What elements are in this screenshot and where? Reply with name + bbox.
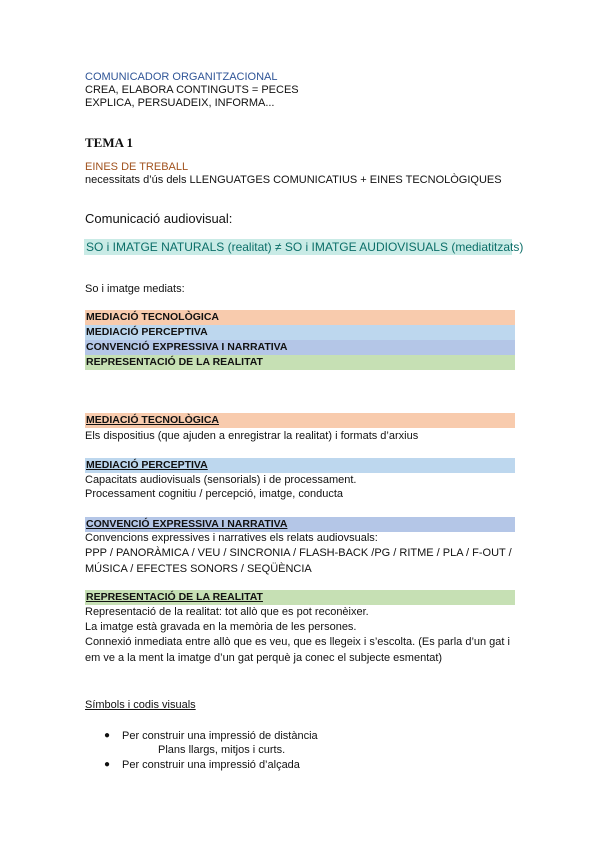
representacio-line-2: La imatge està gravada en la memòria de les persones. <box>85 621 357 633</box>
section-title-perceptiva: MEDIACIÓ PERCEPTIVA <box>86 459 208 471</box>
tecnologica-line-1: Els dispositius (que ajuden a enregistrar la realitat) i formats d’arxius <box>85 430 419 442</box>
bullet-icon: ● <box>104 759 111 770</box>
simbols-title: Símbols i codis visuals <box>85 699 196 711</box>
eines-title: EINES DE TREBALL <box>85 161 189 173</box>
audiovisual-title: Comunicació audiovisual: <box>85 211 233 226</box>
simbols-sub-1: Plans llargs, mitjos i curts. <box>158 744 286 756</box>
convencio-line-3: MÚSICA / EFECTES SONORS / SEQÜÈNCIA <box>85 563 312 575</box>
representacio-line-4: em ve a la ment la imatge d’un gat perquè ja conec el subjecte esmentat) <box>85 652 443 664</box>
header-line-1: CREA, ELABORA CONTINGUTS = PECES <box>85 84 299 96</box>
header-title: COMUNICADOR ORGANITZACIONAL <box>85 71 278 83</box>
simbols-bullet-1: Per construir una impressió de distància <box>122 730 318 742</box>
mediats-intro: So i imatge mediats: <box>85 283 185 295</box>
list-item-tecnologica: MEDIACIÓ TECNOLÒGICA <box>86 311 219 323</box>
perceptiva-line-2: Processament cognitiu / percepció, imatge, conducta <box>85 488 344 500</box>
section-title-representacio: REPRESENTACIÓ DE LA REALITAT <box>86 591 263 603</box>
perceptiva-line-1: Capacitats audiovisuals (sensorials) i de processament. <box>85 474 357 486</box>
simbols-bullet-2: Per construir una impressió d’alçada <box>122 759 300 771</box>
list-item-representacio: REPRESENTACIÓ DE LA REALITAT <box>86 356 263 368</box>
representacio-line-1: Representació de la realitat: tot allò que es pot reconèixer. <box>85 606 369 618</box>
eines-text: necessitats d’ús dels LLENGUATGES COMUNICATIUS + EINES TECNOLÒGIQUES <box>85 174 502 186</box>
convencio-line-1: Convencions expressives i narratives els relats audiovsuals: <box>85 532 378 544</box>
section-heading-tema: TEMA 1 <box>85 135 134 150</box>
list-item-perceptiva: MEDIACIÓ PERCEPTIVA <box>86 326 208 338</box>
list-item-convencio: CONVENCIÓ EXPRESSIVA I NARRATIVA <box>86 341 288 353</box>
header-line-2: EXPLICA, PERSUADEIX, INFORMA... <box>85 97 275 109</box>
convencio-line-2: PPP / PANORÀMICA / VEU / SINCRONIA / FLASH-BACK /PG / RITME / PLA / F-OUT / <box>85 547 512 559</box>
representacio-line-3: Connexió inmediata entre allò que es veu, que es llegeix i s’escolta. (Es parla d’un gat i <box>85 636 510 648</box>
bullet-icon: ● <box>104 730 111 741</box>
section-title-tecnologica: MEDIACIÓ TECNOLÒGICA <box>86 414 219 426</box>
formula-text: SO i IMATGE NATURALS (realitat) ≠ SO i IMATGE AUDIOVISUALS (mediatitzats) <box>86 240 524 254</box>
section-title-convencio: CONVENCIÓ EXPRESSIVA I NARRATIVA <box>86 518 288 530</box>
